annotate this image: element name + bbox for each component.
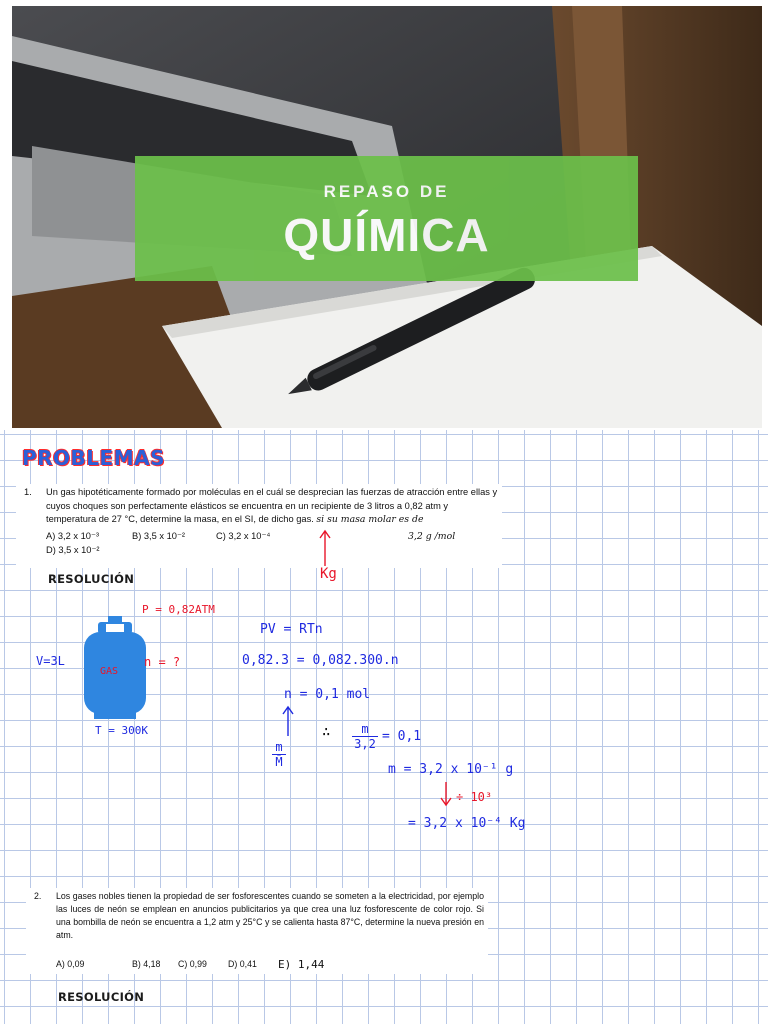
banner-subtitle: REPASO DE: [323, 182, 450, 201]
fraction-mass: [352, 722, 378, 751]
hero-image: [12, 6, 762, 428]
equation-moles: n = 0,1 mol: [284, 687, 371, 702]
molar-mass-note: 3,2 g /mol: [408, 531, 456, 542]
tank-label: GAS: [100, 666, 119, 677]
handwritten-note: si su masa molar es de: [316, 514, 424, 525]
resolution-label-2: RESOLUCIÓN: [58, 990, 145, 1004]
arrow-up-icon: [282, 704, 294, 738]
pressure-label: P = 0,82ATM: [142, 603, 215, 616]
problem-text: [46, 486, 498, 527]
fraction-m-over-M: [272, 740, 286, 769]
volume-label: V=3L: [36, 654, 65, 668]
conversion-factor: ÷ 10³: [456, 790, 493, 804]
option-c: C) 0,99: [178, 959, 207, 969]
title-banner: [135, 156, 638, 281]
equation-ratio-rhs: = 0,1: [382, 729, 422, 744]
frac-den: 3,2: [354, 737, 376, 751]
temperature-label: T = 300K: [95, 724, 148, 737]
moles-question: n = ?: [144, 655, 181, 669]
problem-number: 2.: [34, 891, 42, 901]
frac-num: m: [272, 740, 286, 755]
equation-mass-grams: m = 3,2 x 10⁻¹ g: [388, 762, 514, 777]
problem-1: [16, 484, 502, 568]
option-b: B) 4,18: [132, 959, 161, 969]
option-d: D) 0,41: [228, 959, 257, 969]
option-a: A) 3,2 x 10⁻³: [46, 531, 99, 541]
option-a: A) 0,09: [56, 959, 85, 969]
option-b: B) 3,5 x 10⁻²: [132, 531, 185, 541]
problem-statement: Los gases nobles tienen la propiedad de ser fosforescentes cuando se someten a la electricidad, por ejemplo las luces de neón se emplean en anuncios publicitarios ya que crea una luz fosforescente de color rojo. Si una bombilla de neón se encuentra a 1,2 atm y 25°C y se calienta hasta 87°C, determine la nueva presión en atm.: [56, 891, 484, 940]
therefore-symbol: ∴: [322, 724, 331, 740]
unit-kg-note: Kg: [320, 566, 337, 582]
equation-ideal-gas: PV = RTn: [260, 622, 323, 637]
problem-2: [26, 888, 488, 974]
equation-mass-kg: = 3,2 x 10⁻⁴ Kg: [408, 816, 526, 831]
equation-substitution: 0,82.3 = 0,082.300.n: [242, 653, 399, 668]
banner-title: QUÍMICA: [283, 209, 490, 261]
frac-num: m: [352, 722, 378, 737]
problem-statement: Un gas hipotéticamente formado por moléculas en el cuál se desprecian las fuerzas de atracción entre ellas y cuyos choques son perfectamente elásticos se encuentra en un recipiente de 3 litros a 0,82 atm y temperatura de 27 °C, determine la masa, en el SI, de dicho gas.: [46, 487, 498, 524]
option-d: D) 3,5 x 10⁻²: [46, 545, 100, 555]
arrow-down-icon: [440, 780, 452, 808]
option-c: C) 3,2 x 10⁻⁴: [216, 531, 271, 541]
frac-den: M̄: [275, 755, 283, 769]
resolution-label-1: RESOLUCIÓN: [48, 572, 135, 586]
section-heading: PROBLEMAS: [22, 446, 165, 470]
problem-number: 1.: [24, 487, 32, 497]
option-e: E) 1,44: [278, 958, 325, 971]
arrow-up-icon: [318, 528, 332, 568]
